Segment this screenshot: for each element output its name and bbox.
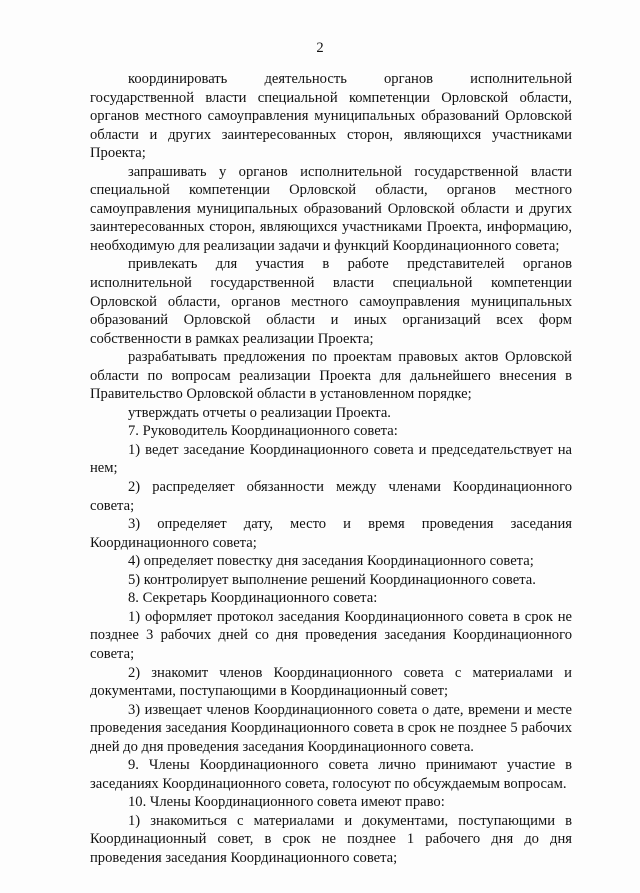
section-10-heading: 10. Члены Координационного совета имеют право: xyxy=(128,794,445,811)
section-8-item-3: 3) извещает членов Координационного совета о дате, времени и месте проведения заседания Координационного совета в срок не позднее 5 рабочих дней до дня проведения заседания Координационного совета. xyxy=(90,701,572,755)
section-7-item-5: 5) контролирует выполнение решений Координационного совета. xyxy=(128,571,536,588)
document-body xyxy=(90,70,572,868)
paragraph-develop-proposals: разрабатывать предложения по проектам правовых актов Орловской области по вопросам реализации Проекта для дальнейшего внесения в Правительство Орловской области в установленном порядке; xyxy=(90,349,572,403)
section-8-item-2: 2) знакомит членов Координационного совета с материалами и документами, поступающими в Координационный совет; xyxy=(90,664,572,700)
section-7-item-1: 1) ведет заседание Координационного совета и председательствует на нем; xyxy=(90,441,572,477)
section-8-heading: 8. Секретарь Координационного совета: xyxy=(128,590,378,607)
section-7-item-2: 2) распределяет обязанности между членами Координационного совета; xyxy=(90,479,572,514)
page-number: 2 xyxy=(316,40,324,56)
section-10-item-1: 1) знакомиться с материалами и документами, поступающими в Координационный совет, в срок не позднее 1 рабочего дня до дня проведения заседания Координационного совета; xyxy=(90,812,572,866)
section-7-item-3: 3) определяет дату, место и время проведения заседания Координационного совета; xyxy=(90,516,572,551)
paragraph-approve-reports: утверждать отчеты о реализации Проекта. xyxy=(128,404,391,421)
paragraph-coordinate-activity: координировать деятельность органов исполнительной государственной власти специальной компетенции Орловской области, органов местного самоуправления муниципальных образований Орловской области и других заинтересованных сторон, являющихся участниками Проекта; xyxy=(90,71,572,162)
paragraph-request-information: запрашивать у органов исполнительной государственной власти специальной компетенции Орловской области, органов местного самоуправления муниципальных образований Орловской области и других заинтересованных сторон, являющихся участниками Проекта, информацию, необходимую для реализации задачи и функций Координационного совета; xyxy=(90,163,572,254)
paragraph-involve-representatives: привлекать для участия в работе представителей органов исполнительной государственной власти специальной компетенции Орловской области, органов местного самоуправления муниципальных образований Орловской области и иных организаций всех форм собственности в рамках реализации Проекта; xyxy=(90,256,572,347)
section-7-item-4: 4) определяет повестку дня заседания Координационного совета; xyxy=(128,553,534,570)
section-7-heading: 7. Руководитель Координационного совета: xyxy=(128,423,398,440)
section-8-item-1: 1) оформляет протокол заседания Координационного совета в срок не позднее 3 рабочих дней со дня проведения заседания Координационного совета; xyxy=(90,608,572,662)
section-9-paragraph: 9. Члены Координационного совета лично принимают участие в заседаниях Координационного совета, голосуют по обсуждаемым вопросам. xyxy=(90,757,572,792)
